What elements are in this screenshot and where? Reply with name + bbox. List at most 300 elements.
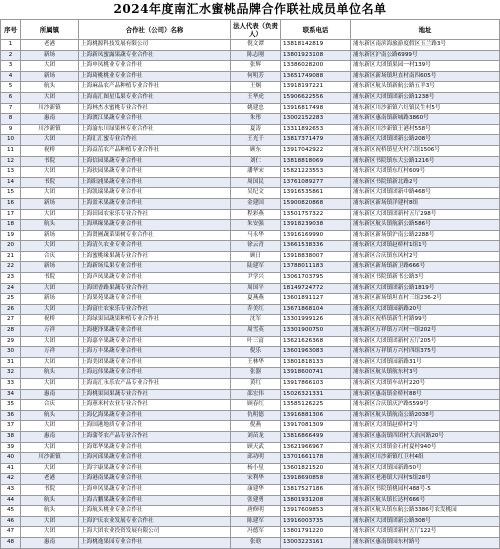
cell-phone: 13817371479 [281,135,351,146]
cell-addr: 浦东新区书院镇新北路2号 [351,177,500,188]
cell-seq: 27 [1,315,21,326]
cell-seq: 22 [1,262,21,273]
cell-rep: 黄红 [231,379,281,390]
table-row [1,484,500,495]
cell-seq: 42 [1,474,21,485]
cell-seq: 25 [1,294,21,305]
document-title: 2024年度南汇水蜜桃品牌合作联社成员单位名单 [113,2,387,16]
table-row [1,410,500,421]
cell-name: 上海亿海果蔬专业合作社 [79,410,231,421]
cell-seq: 36 [1,410,21,421]
cell-phone: 13501757322 [281,209,351,220]
table-row [1,304,500,315]
cell-name: 上海申凤桃业专业合作社 [79,61,231,72]
cell-town: 惠南 [21,431,79,442]
table-row [1,347,500,358]
cell-seq: 35 [1,400,21,411]
header-row [1,20,500,40]
cell-phone: 13701661178 [281,453,351,464]
table-row [1,40,500,51]
cell-seq: 14 [1,177,21,188]
cell-addr: 浦东新区大团镇团新公路1819号 [351,283,500,294]
table-row [1,283,500,294]
table-row [1,273,500,284]
table-row [1,506,500,517]
table-row [1,326,500,337]
cell-phone: 13601963083 [281,347,351,358]
cell-phone: 13301999126 [281,315,351,326]
table-row [1,135,500,146]
table-row [1,220,500,231]
cell-addr: 浦东新区惠南镇新城路3860号 [351,114,500,125]
cell-rep: 仇明德 [231,410,281,421]
cell-town: 新场 [21,50,79,61]
cell-phone: 13916881306 [281,410,351,421]
cell-seq: 18 [1,220,21,231]
cell-town: 新场 [21,230,79,241]
cell-addr: 浦东新区书院镇东大公路1216号 [351,156,500,167]
cell-town: 航头 [21,495,79,506]
cell-town: 航头 [21,410,79,421]
table-row [1,198,500,209]
cell-addr: 浦东新区合庆镇东风村2号 [351,251,500,262]
cell-town: 老港 [21,40,79,51]
cell-name: 上海益茁农产品种植专业合作社 [79,145,231,156]
cell-name: 上海麻品农产品种植专业合作社 [79,82,231,93]
cell-rep: 张晗 [231,537,281,548]
table-row [1,294,500,305]
cell-phone: 13788011183 [281,262,351,273]
cell-phone: 13621626368 [281,336,351,347]
cell-seq: 15 [1,188,21,199]
table-row [1,336,500,347]
cell-rep: 周国民 [231,177,281,188]
cell-name: 上海新凤蜜露果蔬专业合作社 [79,50,231,61]
cell-rep: 夏涛 [231,124,281,135]
cell-addr: 浦东新区航头镇航南公路2038号 [351,410,500,421]
table-row [1,537,500,548]
cell-addr: 浦东新区书院镇桃园村488号-5 [351,484,500,495]
cell-phone: 13917081309 [281,421,351,432]
cell-phone: 13311892653 [281,124,351,135]
cell-town: 大团 [21,463,79,474]
cell-name: 上海郑华果蔬专业合作社 [79,442,231,453]
cell-town: 合庆 [21,251,79,262]
cell-phone: 13818818069 [281,156,351,167]
cell-seq: 28 [1,326,21,337]
cell-town: 书院 [21,177,79,188]
cell-addr: 浦东新区新场镇沪南公路2288号 [351,230,500,241]
cell-name: 上海渡江果蔬专业合作社 [79,114,231,125]
cell-town: 合庆 [21,400,79,411]
cell-name: 上海南汇图星瓜果专业合作社 [79,92,231,103]
cell-town: 大团 [21,92,79,103]
table-body [1,40,500,549]
cell-seq: 16 [1,198,21,209]
cell-seq: 11 [1,145,21,156]
cell-addr: 浦东新区老港镇大河村5组28号 [351,474,500,485]
table-row [1,82,500,93]
cell-addr: 浦东新区大团镇团新中路468号 [351,188,500,199]
cell-name: 上海桃果园果蔬专业合作社 [79,389,231,400]
cell-addr: 浦东新区新场镇洋建村8组 [351,198,500,209]
cell-town: 大团 [21,516,79,527]
table-row [1,463,500,474]
cell-rep: 康建华 [231,484,281,495]
cell-seq: 38 [1,431,21,442]
cell-phone: 13801818133 [281,357,351,368]
cell-name: 上海声凤果蔬专业合作社 [79,273,231,284]
cell-phone: 13918239038 [281,220,351,231]
cell-phone: 13651749088 [281,71,351,82]
table-row [1,495,500,506]
cell-rep: 何明芳 [231,71,281,82]
cell-name: 上海蕙米村农业专业合作社 [79,400,231,411]
cell-addr: 浦东新区川沙新镇六灶镇民生村5号 [351,103,500,114]
cell-name: 上海大团农业投资发展有限公司 [79,527,231,538]
cell-seq: 5 [1,82,21,93]
table-row [1,71,500,82]
cell-name: 上海贤圃蔬菜果树专业合作社 [79,230,231,241]
cell-town: 祝桥 [21,315,79,326]
cell-addr: 浦东新区新场镇坦直村南四605号 [351,71,500,82]
table-row [1,209,500,220]
cell-addr: 浦东新区大团镇团新村五厅298号 [351,209,500,220]
cell-addr: 浦东新区大团镇园新路31号 [351,357,500,368]
table-row [1,92,500,103]
cell-addr: 浦东新区祝桥镇星火村六组1506号 [351,145,500,156]
cell-seq: 21 [1,251,21,262]
cell-town: 大团 [21,357,79,368]
cell-town: 大团 [21,442,79,453]
cell-name: 上海渝东川绿果林专业合作社 [79,124,231,135]
cell-seq: 33 [1,379,21,390]
cell-rep: 徐云青 [231,241,281,252]
header-addr: 地址 [351,20,500,40]
table-row [1,368,500,379]
cell-town: 航头 [21,220,79,231]
cell-town: 新场 [21,262,79,273]
cell-phone: 13918838007 [281,251,351,262]
cell-rep: 姚建忠 [231,103,281,114]
cell-seq: 4 [1,71,21,82]
cell-addr: 浦东新区大团镇团新公路308号 [351,516,500,527]
header-name: 合作社（公司）名称 [79,20,231,40]
cell-seq: 34 [1,389,21,400]
cell-phone: 13801931208 [281,495,351,506]
cell-town: 大团 [21,241,79,252]
cell-phone: 13301900750 [281,326,351,337]
cell-addr: 浦东新区万祥镇万兴村一组202号 [351,326,500,337]
cell-addr: 浦东新区南滨海旅游度假区玉兰路3号 [351,40,500,51]
cell-name: 上海琦桃桃业专业合作社 [79,71,231,82]
cell-addr: 浦东新区大团镇团新村五厅122号 [351,527,500,538]
cell-rep: 程彩燕 [231,209,281,220]
header-town: 所属镇 [21,20,79,40]
cell-phone: 13801923108 [281,50,351,61]
cell-addr: 浦东新区沪南公路6999号 [351,50,500,61]
cell-name: 上海美团果蔬专业合作社 [79,357,231,368]
cell-addr: 浦东新区大团镇金石村夏村940号 [351,442,500,453]
cell-rep: 张建勇 [231,495,281,506]
cell-seq: 19 [1,230,21,241]
cell-seq: 48 [1,537,21,548]
cell-town: 祝桥 [21,145,79,156]
table-row [1,474,500,485]
cell-rep: 王炯 [231,82,281,93]
cell-town: 川沙新镇 [21,453,79,464]
cell-addr: 浦东新区大团镇赵桥村2号 [351,421,500,432]
cell-addr: 浦东新区惠南镇金桥村88号 [351,389,500,400]
cell-phone: 13918197221 [281,82,351,93]
cell-seq: 40 [1,453,21,464]
cell-seq: 12 [1,156,21,167]
table-row [1,177,500,188]
cell-phone: 13916169990 [281,230,351,241]
cell-seq: 23 [1,273,21,284]
cell-rep: 周国平 [231,283,281,294]
cell-rep: 倪燕 [231,421,281,432]
cell-phone: 13917042922 [281,145,351,156]
table-row [1,230,500,241]
cell-town: 大团 [21,135,79,146]
table-row [1,241,500,252]
cell-addr: 浦东新区合庆镇庆沪路5599号 [351,400,500,411]
cell-town: 新场 [21,294,79,305]
cell-addr: 浦东新区万祥镇万兴村四组375号 [351,347,500,358]
cell-rep: 王光千 [231,135,281,146]
cell-name: 上海盈禾果蔬专业合作社 [79,198,231,209]
cell-name: 上海远伟果蔬专业合作社 [79,368,231,379]
cell-rep: 陈志刚 [231,50,281,61]
cell-seq: 8 [1,114,21,125]
cell-seq: 37 [1,421,21,432]
cell-addr: 浦东新区大团镇赵桥村1组1号 [351,241,500,252]
cell-town: 航头 [21,82,79,93]
table-row [1,167,500,178]
table-row [1,262,500,273]
cell-rep: 陈建军 [231,516,281,527]
cell-name: 上海琪缘果蔬专业合作社 [79,220,231,231]
cell-rep: 倪乐 [231,347,281,358]
cell-addr: 浦东新区大团镇园新路20号 [351,304,500,315]
cell-phone: 13916817498 [281,103,351,114]
cell-town: 大团 [21,379,79,390]
table-row [1,400,500,411]
cell-seq: 20 [1,241,21,252]
cell-seq: 1 [1,40,21,51]
cell-name: 上海新场瓜果专业合作社 [79,262,231,273]
table-row [1,124,500,135]
cell-rep: 顾东 [231,145,281,156]
table-header [1,20,500,40]
cell-town: 大团 [21,209,79,220]
table-row [1,379,500,390]
cell-rep: 顾春红 [231,400,281,411]
cell-phone: 13601891127 [281,294,351,305]
cell-town: 大团 [21,304,79,315]
header-seq: 序号 [1,20,21,40]
cell-seq: 47 [1,527,21,538]
cell-phone: 13916003735 [281,516,351,527]
table-row [1,357,500,368]
table-row [1,527,500,538]
cell-town: 万祥 [21,326,79,337]
cell-seq: 7 [1,103,21,114]
cell-name: 上海凯瑞果蔬专业合作社 [79,188,231,199]
table-row [1,103,500,114]
cell-rep: 刘仁 [231,156,281,167]
cell-seq: 46 [1,516,21,527]
cell-seq: 26 [1,304,21,315]
cell-rep: 顾日 [231,251,281,262]
cell-seq: 17 [1,209,21,220]
cell-rep: 朱安强 [231,220,281,231]
cell-name: 上海扶园果蔬专业合作社 [79,167,231,178]
cell-phone: 13916535861 [281,188,351,199]
cell-town: 航头 [21,368,79,379]
cell-addr: 浦东新区航头镇长达村666号 [351,495,500,506]
cell-town: 大团 [21,188,79,199]
cell-town: 大团 [21,167,79,178]
cell-phone: 15821223553 [281,167,351,178]
cell-name: 上海捷泽果蔬专业合作社 [79,326,231,337]
cell-addr: 浦东新区新场镇坦直村三组236-2号 [351,294,500,305]
cell-phone: 13801791220 [281,527,351,538]
cell-rep: 宋利华 [231,474,281,485]
cell-addr: 浦东新区大团镇团新公路1238号 [351,92,500,103]
cell-town: 新场 [21,198,79,209]
cell-name: 上海航头桃业专业合作社 [79,506,231,517]
table-row [1,516,500,527]
cell-town: 书院 [21,273,79,284]
cell-rep: 周雪英 [231,326,281,337]
cell-rep: 杨小星 [231,463,281,474]
cell-name: 上海宇康果蔬专业合作社 [79,463,231,474]
cell-rep: 邵宏伟 [231,389,281,400]
cell-name: 上海港南果蔬专业合作社 [79,474,231,485]
table-row [1,315,500,326]
cell-name: 上海富庄农家乐专业合作社 [79,304,231,315]
cell-town: 川沙新镇 [21,124,79,135]
cell-phone: 13918690858 [281,474,351,485]
table-row [1,389,500,400]
cell-seq: 13 [1,167,21,178]
cell-town: 航头 [21,506,79,517]
table-row [1,188,500,199]
cell-name: 上海绿果园蔬果种植专业合作社 [79,315,231,326]
cell-town: 大团 [21,283,79,294]
cell-addr: 浦东新区航头镇航东村3号 [351,368,500,379]
cell-town: 大团 [21,527,79,538]
cell-town: 万祥 [21,347,79,358]
cell-phone: 13621966967 [281,442,351,453]
cell-name: 上海信园果蔬专业合作社 [79,156,231,167]
cell-phone: 15026321331 [281,389,351,400]
cell-phone: 15900820868 [281,198,351,209]
cell-name: 上海蒲苓农产品专业合作社 [79,431,231,442]
cell-rep: 张辉 [231,61,281,72]
cell-phone: 13671868104 [281,304,351,315]
cell-name: 上海嘉辛果蔬专业合作社 [79,336,231,347]
cell-seq: 39 [1,442,21,453]
cell-name: 上海田园农家乐专业合作社 [79,209,231,220]
cell-rep: 朱彤 [231,114,281,125]
cell-name: 上海林杰水蜜桃专业合作社 [79,103,231,114]
table-row [1,442,500,453]
cell-town: 川沙新镇 [21,103,79,114]
cell-town: 大团 [21,421,79,432]
cell-seq: 29 [1,336,21,347]
cell-town: 书院 [21,156,79,167]
cell-name: 上海清久农业专业合作社 [79,241,231,252]
cell-rep: 夏燕燕 [231,294,281,305]
cell-rep: 吴纪文 [231,188,281,199]
cell-addr: 浦东新区川沙新镇红卫村4组 [351,453,500,464]
cell-town: 书院 [21,484,79,495]
cell-seq: 24 [1,283,21,294]
cell-addr: 浦东新区航头镇新航公路五羊3号 [351,82,500,93]
cell-town: 老港 [21,474,79,485]
cell-phone: 13918600741 [281,368,351,379]
cell-rep: 王林华 [231,357,281,368]
cell-addr: 浦东新区川沙新镇王港村558号 [351,124,500,135]
cell-name: 上海桃逸果园专业合作社 [79,537,231,548]
cell-addr: 浦东新区祝桥镇新生村路99号 [351,315,500,326]
cell-addr: 浦东新区大团镇车站村220号 [351,379,500,390]
cell-addr: 浦东新区大团镇果园一村139号 [351,61,500,72]
cell-seq: 30 [1,347,21,358]
cell-rep: 乔美红 [231,304,281,315]
cell-phone: 13003223161 [281,537,351,548]
table-row [1,431,500,442]
cell-seq: 3 [1,61,21,72]
cell-phone: 15906622556 [281,92,351,103]
cell-phone: 13818142819 [281,40,351,51]
cell-name: 上海汇汇蜜专业合作社 [79,135,231,146]
cell-phone: 13061703795 [281,273,351,284]
cell-addr: 浦东新区航头镇航新公路586号 [351,220,500,231]
cell-seq: 6 [1,92,21,103]
table-row [1,251,500,262]
cell-phone: 13817527186 [281,484,351,495]
cell-name: 上海南汇永乐农产品专业合作社 [79,379,231,390]
cell-name: 上海沪庆农业发展专业合作社 [79,516,231,527]
cell-name: 上海万丰果蔬专业合作社 [79,347,231,358]
cell-rep: 金建国 [231,198,281,209]
cell-rep: 陆建军 [231,262,281,273]
cell-seq: 9 [1,124,21,135]
table-row [1,114,500,125]
cell-town: 惠南 [21,389,79,400]
cell-seq: 43 [1,484,21,495]
cell-name: 上海果苑果蔬专业合作社 [79,294,231,305]
cell-seq: 45 [1,506,21,517]
cell-rep: 叶三富 [231,336,281,347]
table-row [1,145,500,156]
cell-phone: 13917609853 [281,506,351,517]
table-row [1,453,500,464]
cell-rep: 邱功明 [231,453,281,464]
cell-rep: 沈军 [231,315,281,326]
cell-addr: 浦东新区惠南镇园东村路号 [351,537,500,548]
cell-seq: 44 [1,495,21,506]
cell-seq: 31 [1,357,21,368]
cell-name: 上海蜜桃缘果蔬专业合作社 [79,251,231,262]
cell-rep: 马永华 [231,230,281,241]
cell-rep: 张器 [231,368,281,379]
cell-phone: 13661538336 [281,241,351,252]
